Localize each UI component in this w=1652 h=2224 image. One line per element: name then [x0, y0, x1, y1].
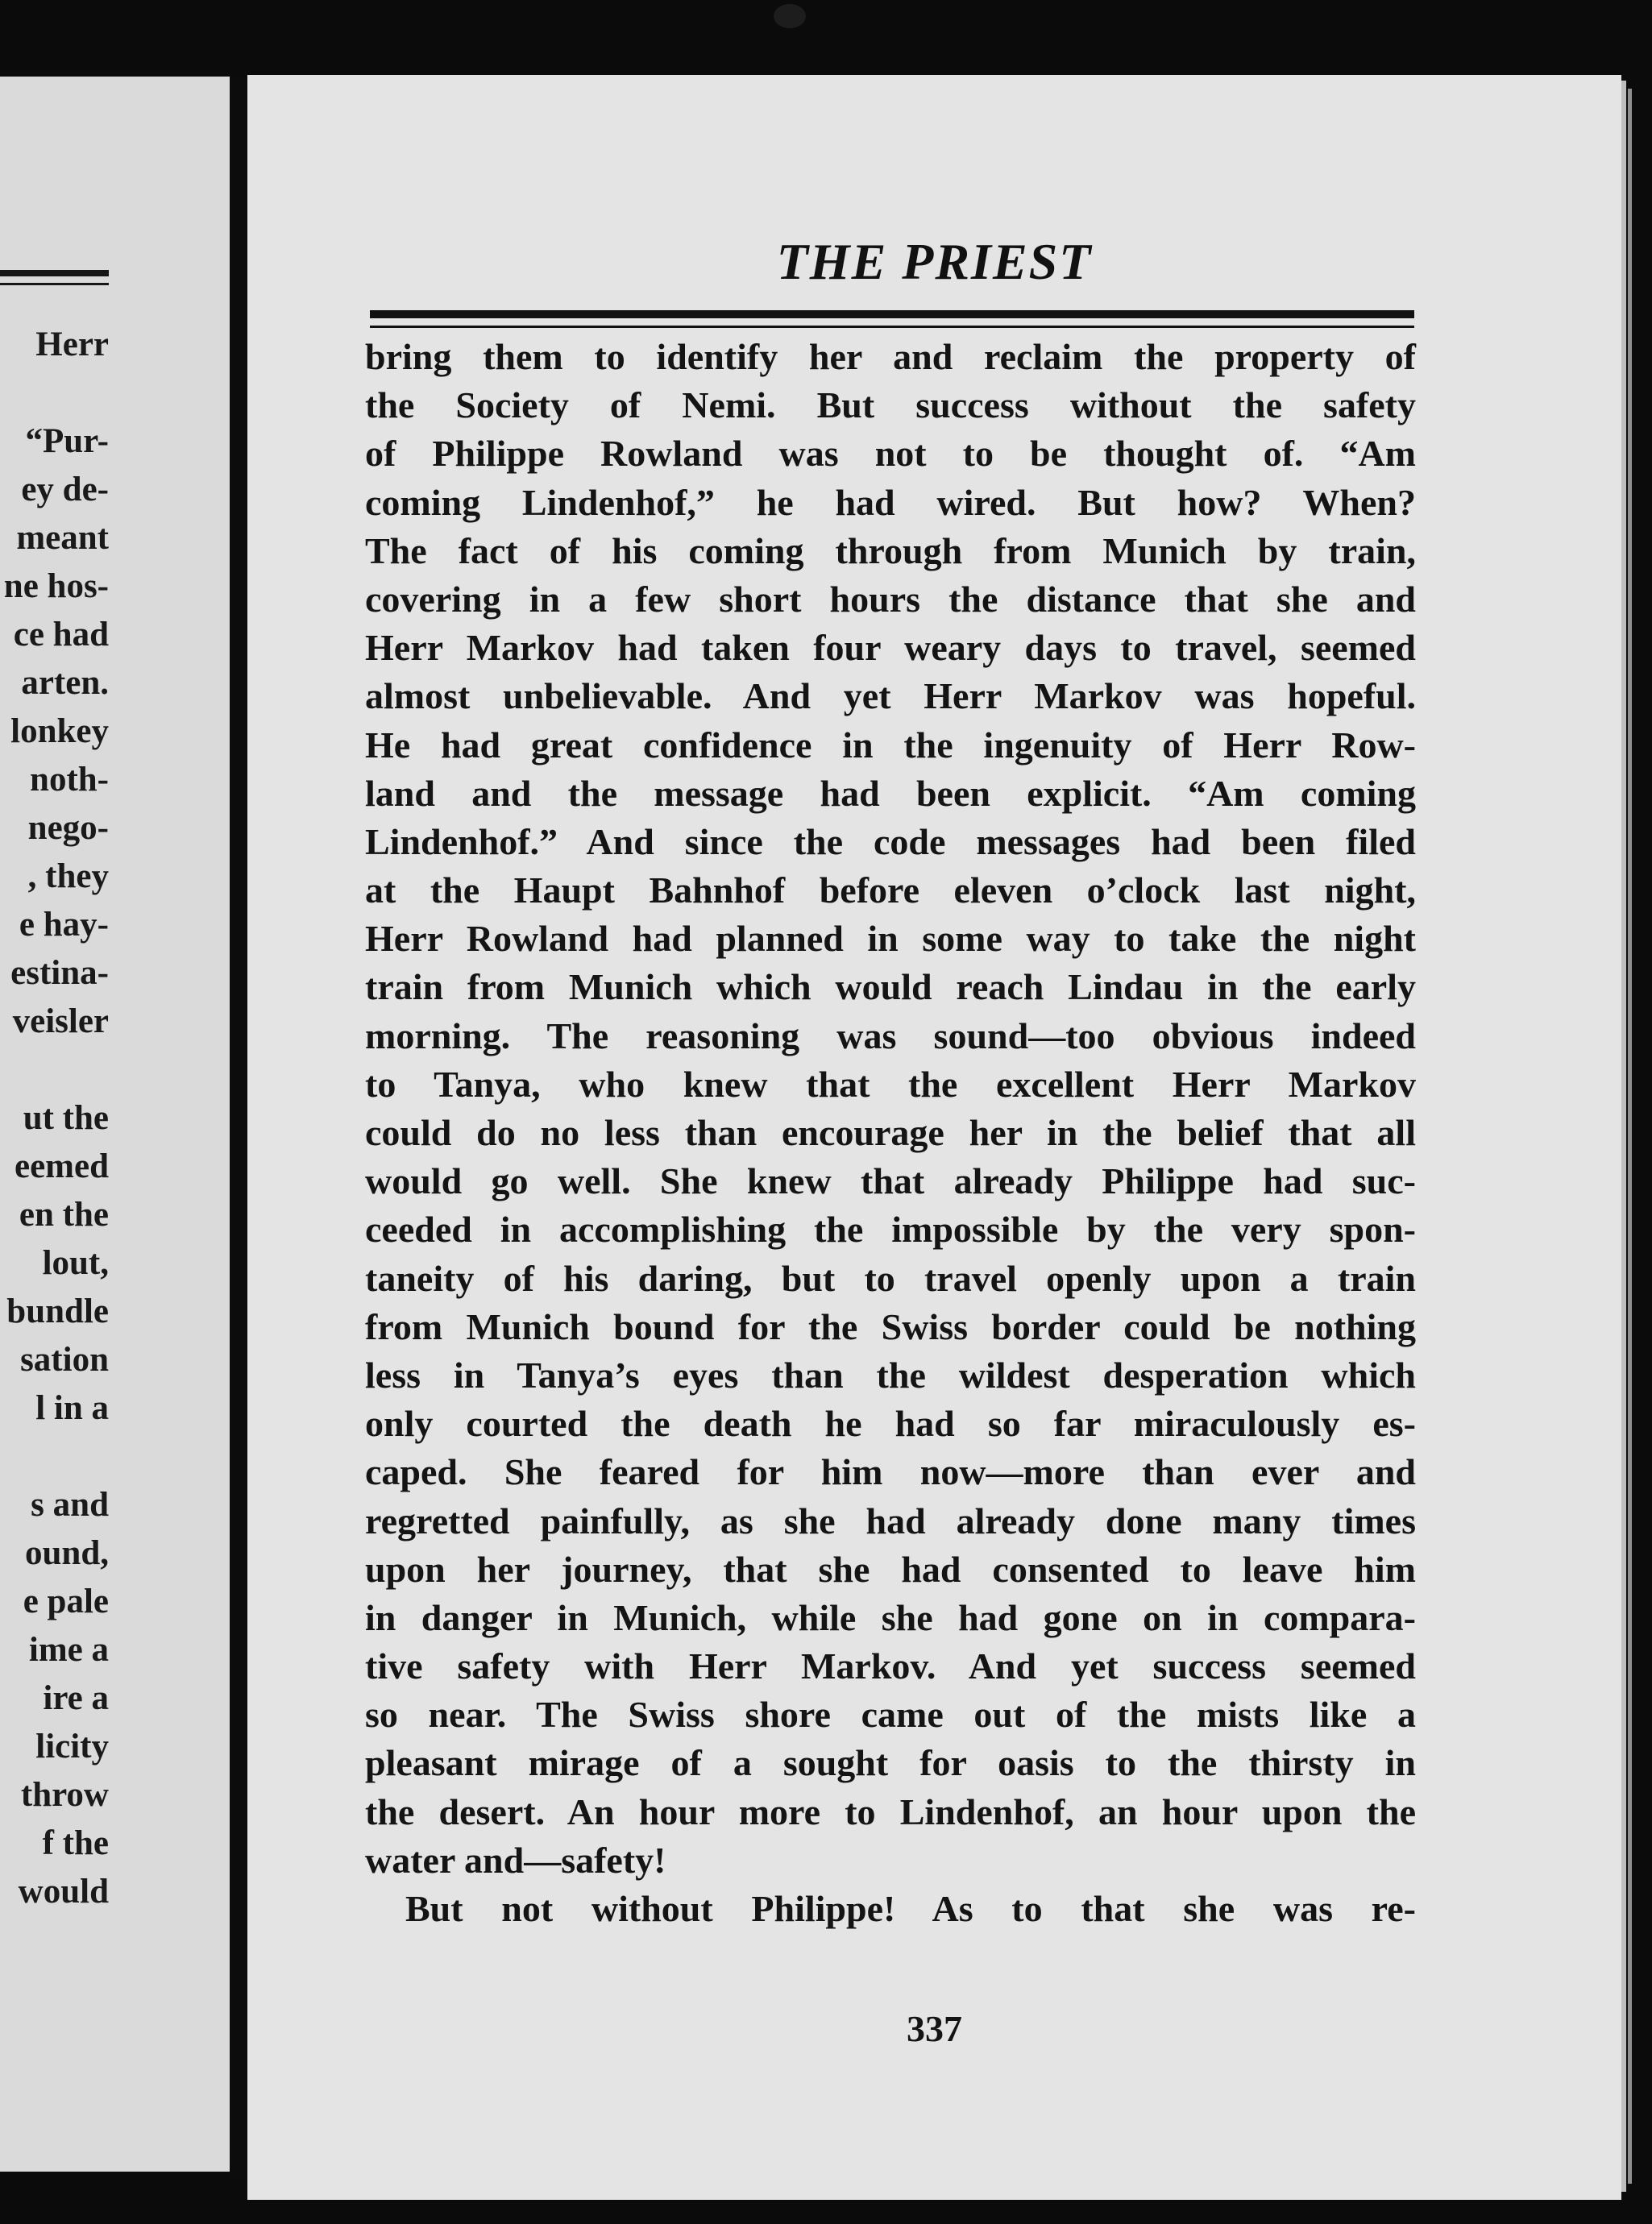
left-page-line: ce had	[13, 616, 109, 654]
left-page-line: f the	[42, 1824, 109, 1862]
text-line: upon her journey, that she had consented to leave him	[365, 1548, 1416, 1590]
left-page-line: e pale	[23, 1583, 109, 1620]
text-line: But not without Philippe! As to that she was re-	[405, 1888, 1416, 1929]
left-page-line: sation	[20, 1341, 109, 1379]
text-line: taneity of his daring, but to travel openly upon a train	[365, 1257, 1416, 1299]
text-line: Lindenhof.” And since the code messages had been filed	[365, 820, 1416, 862]
left-page-line	[0, 1433, 109, 1481]
text-line: The fact of his coming through from Munich by train,	[365, 529, 1416, 571]
left-page-line: lout,	[42, 1244, 109, 1282]
left-head-rule-thin	[0, 283, 109, 285]
left-page-line	[0, 1046, 109, 1094]
text-line: water and—safety!	[365, 1839, 666, 1881]
left-page-line: e hay-	[19, 906, 109, 944]
left-page-line: arten.	[21, 664, 109, 702]
text-line: only courted the death he had so far miraculously es-	[365, 1403, 1416, 1445]
scan-artifact-mark	[774, 4, 806, 28]
text-line: from Munich bound for the Swiss border could be nothing	[365, 1305, 1416, 1347]
running-head: THE PRIEST	[776, 233, 1093, 290]
left-page-line: noth-	[30, 761, 109, 799]
text-line: train from Munich which would reach Lindau in the early	[365, 966, 1416, 1008]
left-page-line: ime a	[28, 1631, 109, 1669]
left-page-line: meant	[16, 519, 109, 557]
left-head-rule	[0, 270, 109, 276]
text-line: at the Haupt Bahnhof before eleven o’clock last night,	[365, 869, 1416, 911]
left-page-line: en the	[19, 1196, 109, 1234]
left-page-line: ne hos-	[3, 567, 109, 605]
text-line: land and the message had been explicit. “Am coming	[365, 772, 1416, 814]
text-line: to Tanya, who knew that the excellent Herr Markov	[365, 1063, 1416, 1105]
text-line: less in Tanya’s eyes than the wildest desperation which	[365, 1354, 1416, 1396]
text-line: covering in a few short hours the distance that she and	[365, 578, 1416, 620]
text-line: tive safety with Herr Markov. And yet success seemed	[365, 1645, 1416, 1687]
left-page-text	[0, 321, 109, 1916]
left-page-line: s and	[31, 1486, 109, 1524]
text-line: would go well. She knew that already Philippe had suc-	[365, 1160, 1416, 1202]
text-line: Herr Markov had taken four weary days to travel, seemed	[365, 627, 1416, 669]
left-page-line	[0, 369, 109, 417]
left-page-fragment	[0, 77, 232, 2172]
left-page-line: nego-	[27, 809, 109, 847]
left-page-line: ire a	[43, 1679, 109, 1717]
left-page-line: , they	[27, 857, 109, 895]
left-page-line: ey de-	[21, 471, 109, 508]
text-line: the desert. An hour more to Lindenhof, an hour upon the	[365, 1790, 1416, 1832]
page-number: 337	[907, 2008, 962, 2049]
left-page-line: “Pur-	[25, 422, 109, 460]
left-page-line: eemed	[15, 1147, 109, 1185]
text-line: Herr Rowland had planned in some way to take the night	[365, 918, 1416, 960]
body-text	[365, 333, 1416, 1933]
left-page-line: veisler	[12, 1002, 109, 1040]
text-line: bring them to identify her and reclaim the property of	[365, 336, 1416, 377]
text-line: could do no less than encourage her in the belief that all	[365, 1112, 1416, 1153]
left-page-line: throw	[20, 1776, 109, 1814]
head-rule-thick	[370, 310, 1414, 318]
text-line: caped. She feared for him now—more than ever and	[365, 1451, 1416, 1493]
left-page-line: would	[18, 1873, 109, 1911]
left-page-line: l in a	[35, 1389, 109, 1427]
page-edge-shadow	[1628, 89, 1632, 2184]
text-line: pleasant mirage of a sought for oasis to the thirsty in	[365, 1742, 1416, 1784]
text-line: of Philippe Rowland was not to be thought of. “Am	[365, 433, 1416, 475]
text-line: regretted painfully, as she had already done many times	[365, 1500, 1416, 1541]
text-line: in danger in Munich, while she had gone on in compara-	[365, 1596, 1416, 1638]
head-rule-thin	[370, 326, 1414, 328]
text-line: so near. The Swiss shore came out of the mists like a	[365, 1694, 1416, 1736]
page-edge	[1621, 81, 1626, 2192]
left-page-line: bundle	[6, 1292, 109, 1330]
left-page-line: Herr	[35, 326, 109, 363]
text-line: morning. The reasoning was sound—too obvious indeed	[365, 1014, 1416, 1056]
left-page-line: lonkey	[10, 712, 109, 750]
text-line: the Society of Nemi. But success without the safety	[365, 384, 1416, 426]
text-line: ceeded in accomplishing the impossible by the very spon-	[365, 1209, 1416, 1251]
text-line: He had great confidence in the ingenuity of Herr Row-	[365, 724, 1416, 766]
left-page-line: ut the	[23, 1099, 109, 1137]
text-line: almost unbelievable. And yet Herr Markov was hopeful.	[365, 675, 1416, 717]
text-line: coming Lindenhof,” he had wired. But how? When?	[365, 481, 1416, 523]
left-page-line: ound,	[25, 1534, 109, 1572]
left-page-line: licity	[35, 1728, 109, 1766]
right-page	[247, 75, 1621, 2200]
book-gutter	[230, 77, 247, 2180]
left-page-line: estina-	[10, 954, 109, 992]
